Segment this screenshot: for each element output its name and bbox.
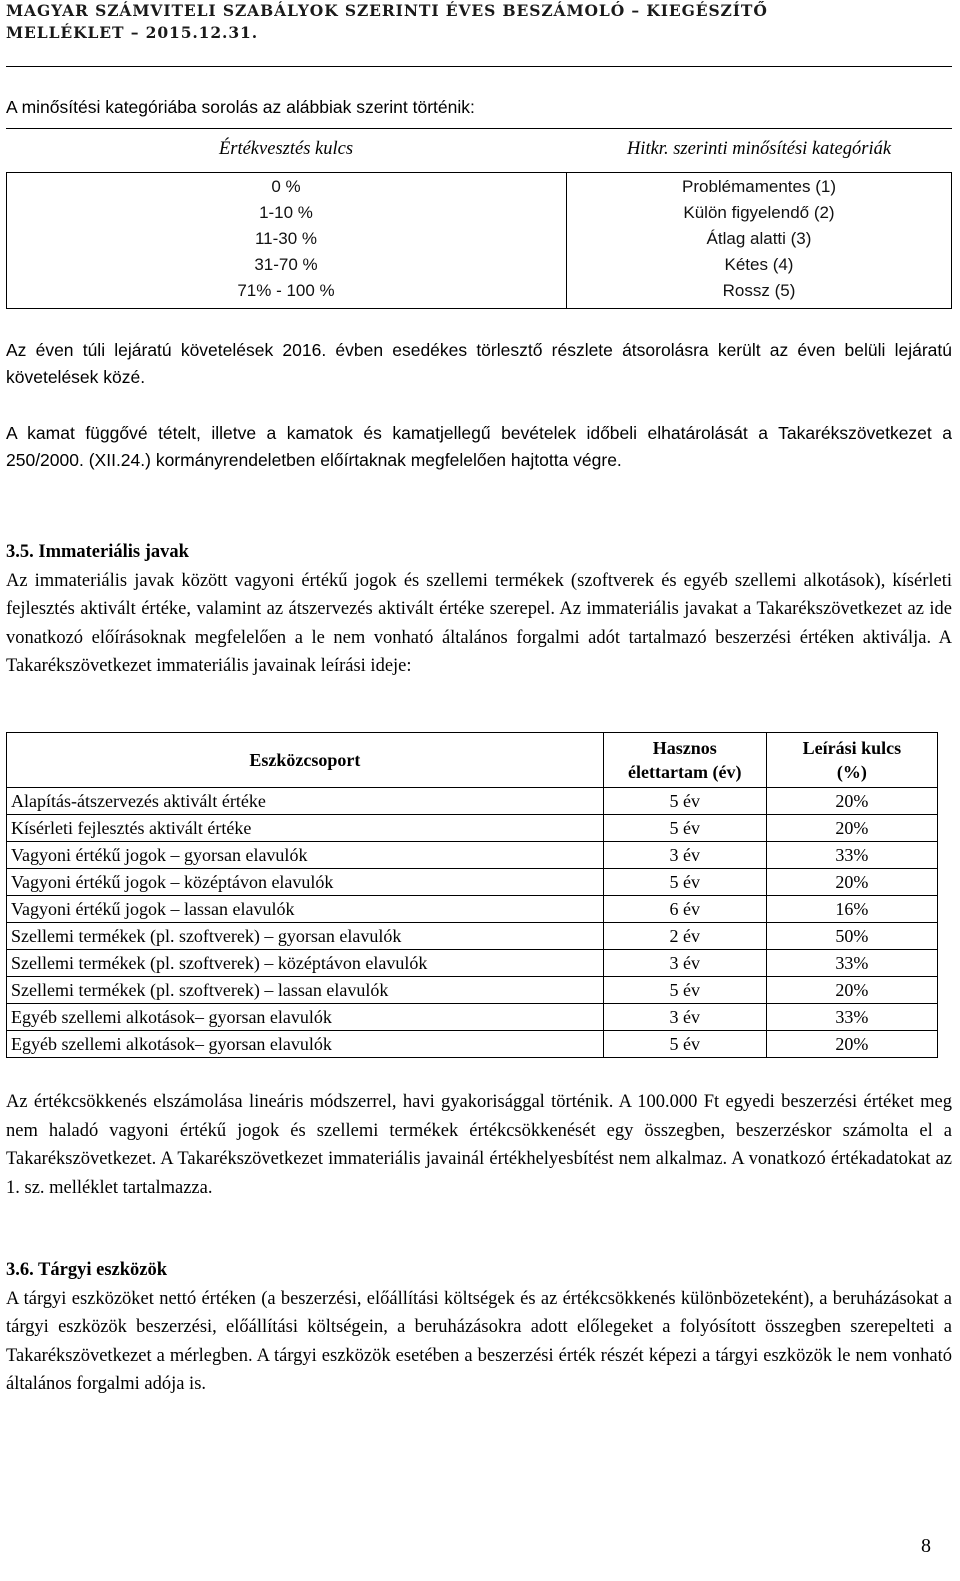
table-row (7, 815, 938, 842)
depreciation-rate: 20% (766, 815, 937, 842)
table-row (7, 1004, 938, 1031)
useful-life-header-line2: élettartam (év) (628, 762, 742, 782)
useful-life: 5 év (603, 1031, 766, 1058)
depreciation-rate: 20% (766, 788, 937, 815)
table-row (7, 869, 938, 896)
depreciation-table (6, 732, 938, 1058)
table-row (7, 1031, 938, 1058)
qualification-category: Külön figyelendő (2) (683, 203, 835, 222)
qualification-key: 11-30 % (254, 229, 318, 248)
depreciation-rate: 33% (766, 1004, 937, 1031)
useful-life: 2 év (603, 923, 766, 950)
table-border-bottom (6, 308, 952, 309)
table-row (7, 923, 938, 950)
section-tangible-assets (6, 1256, 952, 1399)
depreciation-rate: 20% (766, 1031, 937, 1058)
qualification-key: 71% - 100 % (237, 281, 335, 300)
asset-group: Vagyoni értékű jogok – középtávon elavulók (7, 869, 604, 896)
asset-group-header: Eszközcsoport (7, 733, 604, 788)
qualification-col1-header: Értékvesztés kulcs (218, 139, 354, 159)
useful-life: 5 év (603, 977, 766, 1004)
qualification-category: Rossz (5) (722, 281, 796, 300)
intro-text: A minősítési kategóriába sorolás az alábbiak szerint történik: (6, 97, 475, 117)
asset-group: Egyéb szellemi alkotások– gyorsan elavulók (7, 1004, 604, 1031)
depreciation-rate: 20% (766, 869, 937, 896)
page-number: 8 (921, 1535, 931, 1557)
qualification-category: Átlag alatti (3) (706, 229, 812, 248)
asset-group: Szellemi termékek (pl. szoftverek) – lassan elavulók (7, 977, 604, 1004)
paragraph-interest: A kamat függővé tételt, illetve a kamatok és kamatjellegű bevételek időbeli elhatárolását a Takarékszövetkezet a 250/2000. (XII.24.) kormányrendeletben előírtaknak megfelelően hajtotta végre. (6, 423, 952, 470)
depreciation-rate: 50% (766, 923, 937, 950)
table-row (7, 788, 938, 815)
table-border-top (6, 128, 952, 129)
useful-life: 6 év (603, 896, 766, 923)
qualification-category: Problémamentes (1) (681, 177, 836, 196)
asset-group: Egyéb szellemi alkotások– gyorsan elavulók (7, 1031, 604, 1058)
useful-life: 3 év (603, 950, 766, 977)
qualification-category: Kétes (4) (724, 255, 794, 274)
useful-life: 3 év (603, 842, 766, 869)
paragraph-receivables: Az éven túli lejáratú követelések 2016. évben esedékes törlesztő részlete átsorolásra került az éven belüli lejáratú követelések közé. (6, 340, 952, 387)
qualification-key: 31-70 % (254, 255, 318, 274)
useful-life-header-line1: Hasznos (652, 738, 717, 758)
section-title: 3.6. Tárgyi eszközök (6, 1260, 168, 1280)
useful-life: 3 év (603, 1004, 766, 1031)
asset-group: Vagyoni értékű jogok – lassan elavulók (7, 896, 604, 923)
table-header-row (7, 733, 938, 788)
asset-group: Vagyoni értékű jogok – gyorsan elavulók (7, 842, 604, 869)
section-body: A tárgyi eszközöket nettó értéken (a beszerzési, előállítási költségek és az értékcsökkenés különbözeteként), a beruházásokat a tárgyi eszközök beszerzési, előállítási költségein, a beruházásokra adott előlegeket a folyósított összegben szerepelteti a Takarékszövetkezet a mérlegben. A tárgyi eszközök esetében a beszerzési érték részét képezi a tárgyi eszközök le nem vonható általános forgalmi adója is. (6, 1288, 952, 1394)
asset-group: Szellemi termékek (pl. szoftverek) – középtávon elavulók (7, 950, 604, 977)
section-intangible-assets (6, 538, 952, 681)
useful-life: 5 év (603, 788, 766, 815)
depreciation-rate: 33% (766, 950, 937, 977)
depreciation-rate-header-line2: (%) (836, 762, 867, 782)
table-row (7, 977, 938, 1004)
depreciation-rate-header-line1: Leírási kulcs (802, 738, 902, 758)
section-body: Az immateriális javak között vagyoni értékű jogok és szellemi termékek (szoftverek és egyéb szellemi alkotások), kísérleti fejlesztés aktivált értéke, valamint az átszervezés aktivált értéke szerepel. Az immateriális javakat a Takarékszövetkezet az ide vonatkozó előírásoknak megfelelően a le nem vonható általános forgalmi adót tartalmazó beszerzési értéken aktiválja. A Takarékszövetkezet immateriális javainak leírási ideje: (6, 570, 952, 676)
useful-life: 5 év (603, 815, 766, 842)
asset-group: Kísérleti fejlesztés aktivált értéke (7, 815, 604, 842)
asset-group: Szellemi termékek (pl. szoftverek) – gyorsan elavulók (7, 923, 604, 950)
table-row (7, 950, 938, 977)
qualification-table (6, 128, 952, 308)
useful-life-header (603, 733, 766, 788)
table-row (7, 896, 938, 923)
depreciation-rate: 16% (766, 896, 937, 923)
useful-life: 5 év (603, 869, 766, 896)
paragraph-depreciation-method: Az értékcsökkenés elszámolása lineáris módszerrel, havi gyakorisággal történik. A 100.000 Ft egyedi beszerzési értéket meg nem haladó vagyoni értékű jogok és szellemi termékek értékcsökkenését egy összegben, beszerzéskor számolta el a Takarékszövetkezet. A Takarékszövetkezet immateriális javainál értékhelyesbítést nem alkalmaz. A vonatkozó értékadatokat az 1. sz. melléklet tartalmazza. (6, 1092, 952, 1198)
header-line-2: MELLÉKLET – 2015.12.31. (6, 23, 259, 42)
qualification-col2-header: Hitkr. szerinti minősítési kategóriák (626, 139, 892, 159)
depreciation-rate: 33% (766, 842, 937, 869)
header-line-1: MAGYAR SZÁMVITELI SZABÁLYOK SZERINTI ÉVES BESZÁMOLÓ – KIEGÉSZÍTŐ (6, 1, 768, 20)
depreciation-rate-header (766, 733, 937, 788)
asset-group: Alapítás-átszervezés aktivált értéke (7, 788, 604, 815)
table-row (7, 842, 938, 869)
qualification-key: 0 % (271, 177, 301, 196)
depreciation-rate: 20% (766, 977, 937, 1004)
header-divider (6, 66, 952, 67)
qualification-key: 1-10 % (259, 203, 313, 222)
section-title: 3.5. Immateriális javak (6, 542, 189, 562)
page-header (6, 0, 952, 44)
table-border-header (6, 172, 952, 173)
